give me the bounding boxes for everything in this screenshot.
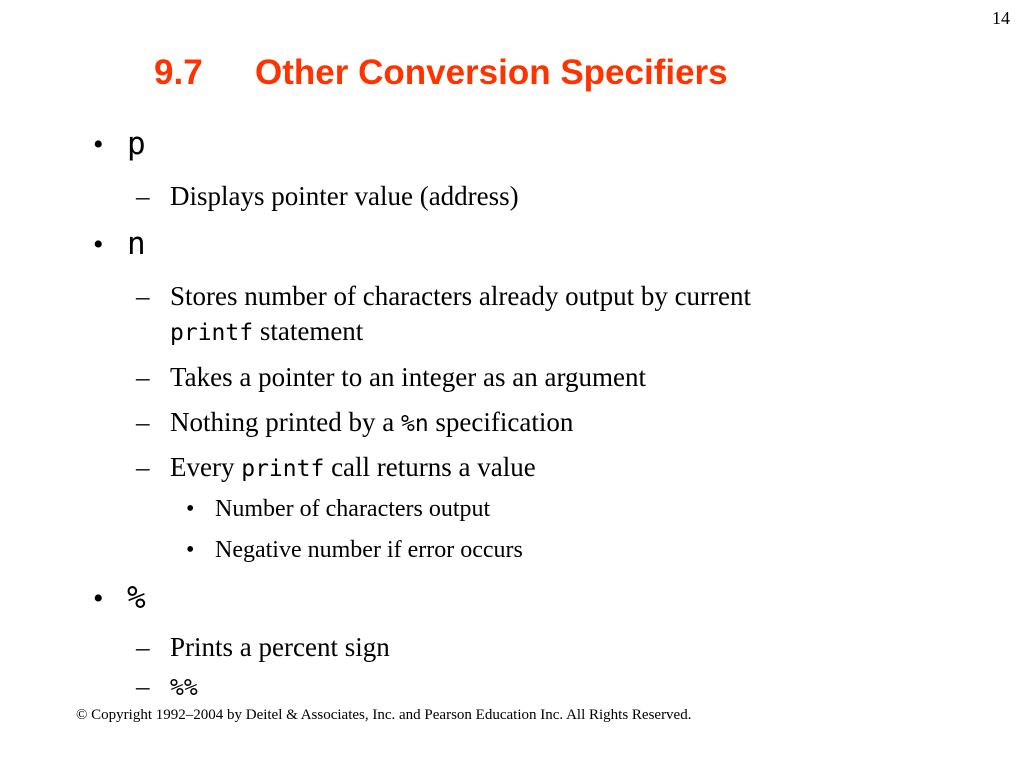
bullet-dot: •: [93, 128, 104, 161]
dash: –: [136, 181, 150, 211]
item-text: Number of characters output: [215, 496, 491, 522]
dash: –: [136, 632, 150, 662]
bullet-percent: [93, 578, 146, 617]
list-item-continuation: [170, 315, 363, 348]
specifier-percent: %: [127, 580, 146, 616]
list-item: [136, 280, 751, 312]
slide-title: [154, 52, 728, 94]
list-item: [136, 451, 536, 484]
bullet-p: [93, 124, 146, 163]
code-printf: printf: [241, 456, 325, 482]
sub-list-item: [186, 536, 523, 565]
section-title: Other Conversion Specifiers: [255, 53, 728, 92]
bullet-dot: •: [186, 496, 195, 522]
code-double-percent: %%: [170, 675, 198, 701]
list-item: [136, 631, 390, 663]
item-text: Takes a pointer to an integer as an argument: [170, 362, 646, 392]
dash: –: [136, 281, 150, 311]
item-text: Negative number if error occurs: [215, 537, 523, 563]
list-item: [136, 670, 198, 703]
list-item: [136, 361, 646, 393]
specifier-p: p: [127, 126, 146, 162]
bullet-dot: •: [93, 582, 104, 615]
dash: –: [136, 407, 150, 437]
bullet-dot: •: [186, 537, 195, 563]
list-item: [136, 406, 573, 439]
item-text: Every: [170, 452, 242, 482]
item-text: Nothing printed by a: [170, 407, 401, 437]
slide-number: 14: [992, 8, 1010, 28]
bullet-n: [93, 224, 146, 263]
dash: –: [136, 362, 150, 392]
item-text: statement: [253, 316, 364, 346]
item-text: specification: [428, 407, 574, 437]
code-percent-n: %n: [400, 411, 429, 437]
list-item: [136, 180, 519, 212]
dash: –: [136, 452, 150, 482]
item-text: Prints a percent sign: [170, 632, 390, 662]
bullet-dot: •: [93, 228, 104, 261]
section-number: 9.7: [154, 53, 203, 92]
specifier-n: n: [127, 226, 146, 262]
item-text: Stores number of characters already output by current: [170, 281, 752, 311]
dash: –: [136, 671, 150, 701]
code-printf: printf: [170, 320, 254, 346]
copyright-notice: © Copyright 1992–2004 by Deitel & Associates, Inc. and Pearson Education Inc. All Rights Reserved.: [76, 707, 692, 723]
sub-list-item: [186, 495, 490, 524]
item-text: Displays pointer value (address): [170, 181, 519, 211]
item-text: call returns a value: [324, 452, 536, 482]
